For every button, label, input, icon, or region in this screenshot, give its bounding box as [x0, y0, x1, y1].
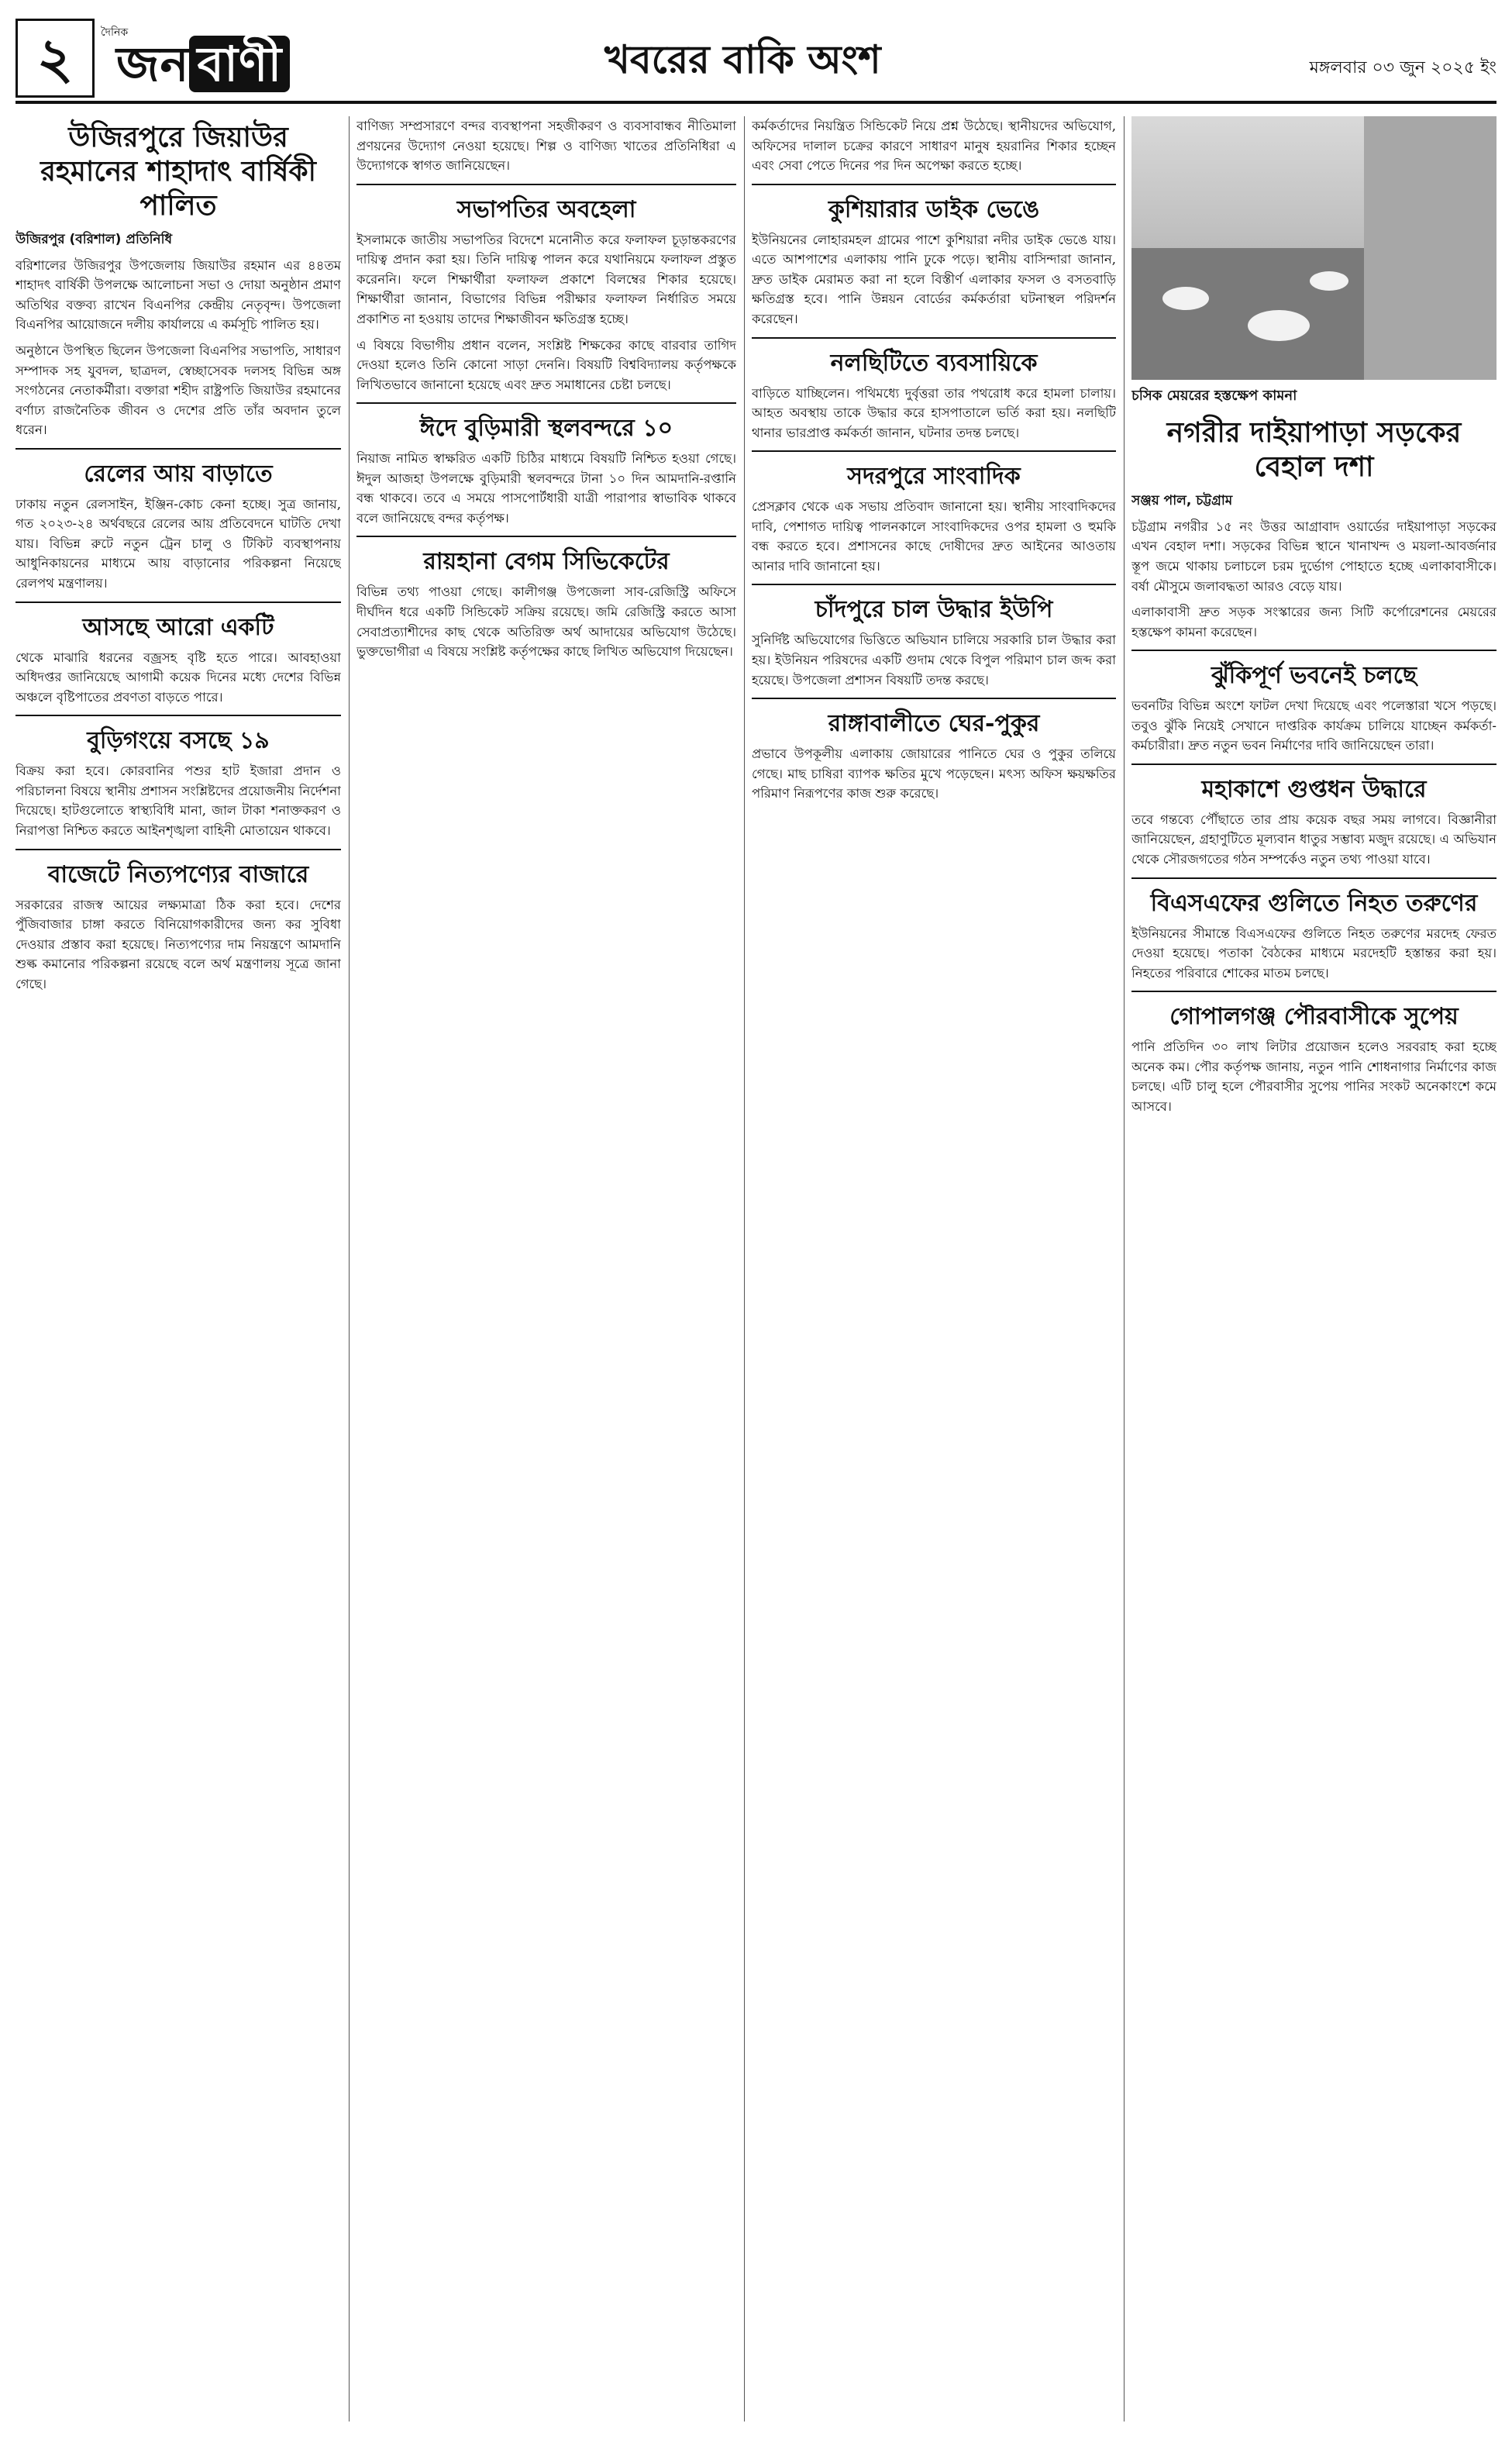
article-paragraph: বরিশালের উজিরপুর উপজেলায় জিয়াউর রহমান এর ৪৪তম শাহাদৎ বার্ষিকী উপলক্ষে আলোচনা সভা ও দোয়া অনুষ্ঠান প্রমাণ অতিথির বক্তব্য রাখেন বিএনপির কেন্দ্রীয় নেতৃবৃন্দ। উপজেলা বিএনপির আয়োজনে দলীয় কার্যালয়ে এ কর্মসূচি পালিত হয়। [15, 257, 341, 333]
article-paragraph: পানি প্রতিদিন ৩০ লাখ লিটার প্রয়োজন হলেও সরবরাহ করা হচ্ছে অনেক কম। পৌর কর্তৃপক্ষ জানায়, নতুন পানি শোধনাগার নির্মাণের কাজ চলছে। এটি চালু হলে পৌরবাসীর সুপেয় পানির সংকট অনেকাংশে কমে আসবে। [1131, 1039, 1497, 1114]
masthead [15, 16, 1497, 104]
section-title: খবরের বাকি অংশ [604, 36, 881, 82]
article-paragraph: ঢাকায় নতুন রেলসাইন, ইঞ্জিন-কোচ কেনা হচ্ছে। সুত্র জানায়, গত ২০২৩-২৪ অর্থবছরে রেলের আয় প্রতিবেদনে ঘাটতি দেখা যায়। বিভিন্ন রুটে নতুন ট্রেন চালু ও টিকিট ব্যবস্থাপনায় আধুনিকায়নের মাধ্যমে আয় বাড়ানোর পরিকল্পনা নিয়েছে রেলপথ মন্ত্রণালয়। [15, 496, 341, 591]
headline-chandpur[interactable]: চাঁদপুরে চাল উদ্ধার ইউপি [815, 596, 1053, 624]
headline-ujirpur[interactable]: উজিরপুরে জিয়াউর রহমানের শাহাদাৎ বার্ষিকী পালিত [40, 121, 316, 222]
divider [1131, 764, 1497, 765]
divider [1131, 877, 1497, 879]
article-paragraph: বিভিন্ন তথ্য পাওয়া গেছে। কালীগঞ্জ উপজেলা সাব-রেজিস্ট্রি অফিসে দীর্ঘদিন ধরে একটি সিন্ডিকেট সক্রিয় রয়েছে। জমি রেজিস্ট্রি করতে আসা সেবাপ্রত্যাশীদের কাছ থেকে অতিরিক্ত অর্থ আদায়ের অভিযোগ উঠেছে। ভুক্তভোগীরা এ বিষয়ে সংশ্লিষ্ট কর্তৃপক্ষের কাছে লিখিত অভিযোগ দিয়েছেন। [356, 584, 736, 660]
photo-wall [1364, 116, 1497, 380]
article-paragraph: কর্মকর্তাদের নিয়ন্ত্রিত সিন্ডিকেট নিয়ে প্রশ্ন উঠেছে। স্থানীয়দের অভিযোগ, অফিসের দালাল চক্রের কারণে সাধারণ মানুষ হয়রানির শিকার হচ্ছেন এবং সেবা পেতে দিনের পর দিন অপেক্ষা করতে হচ্ছে। [752, 119, 1116, 174]
headline-buriganga[interactable]: বুড়িগংয়ে বসছে ১৯ [87, 727, 270, 755]
news-photo-road [1131, 116, 1497, 380]
column-2 [356, 116, 736, 2421]
logo-text [116, 28, 290, 108]
headline-space-treasure[interactable]: মহাকাশে গুপ্তধন উদ্ধারে [1201, 775, 1427, 803]
divider [356, 536, 736, 537]
photo-caption: চসিক মেয়রের হস্তক্ষেপ কামনা [1131, 388, 1297, 404]
article-paragraph: অনুষ্ঠানে উপস্থিত ছিলেন উপজেলা বিএনপির সভাপতি, সাধারণ সম্পাদক সহ যুবদল, ছাত্রদল, স্বেচ্ছাসেবক দলসহ বিভিন্ন অঙ্গ সংগঠনের নেতাকর্মীরা। বক্তারা শহীদ রাষ্ট্রপতি জিয়াউর রহমানের বর্ণাঢ্য রাজনৈতিক জীবন ও দেশের প্রতি তাঁর অবদান তুলে ধরেন। [15, 343, 341, 438]
divider [15, 448, 341, 450]
column-divider [1124, 116, 1125, 2421]
photo-debris [1162, 287, 1209, 310]
headline-nalchity[interactable]: নলছিটিতে ব্যবসায়িকে [830, 349, 1038, 377]
divider [752, 337, 1116, 339]
article-paragraph: বাড়িতে যাচ্ছিলেন। পথিমধ্যে দুর্বৃত্তরা তার পথরোধ করে হামলা চালায়। আহত অবস্থায় তাকে উদ্ধার করে হাসপাতালে ভর্তি করা হয়। নলছিটি থানার ভারপ্রাপ্ত কর্মকর্তা জানান, ঘটনার তদন্ত চলছে। [752, 385, 1116, 440]
article-paragraph: ভবনটির বিভিন্ন অংশে ফাটল দেখা দিয়েছে এবং পলেস্তারা খসে পড়ছে। তবুও ঝুঁকি নিয়েই সেখানে দাপ্তরিক কার্যক্রম চালিয়ে যাচ্ছেন কর্মকর্তা-কর্মচারীরা। দ্রুত নতুন ভবন নির্মাণের দাবি জানিয়েছেন তারা। [1131, 698, 1497, 753]
headline-daiyapara[interactable]: নগরীর দাইয়াপাড়া সড়কের বেহাল দশা [1166, 416, 1462, 483]
headline-rangabali[interactable]: রাঙ্গাবালীতে ঘের-পুকুর [828, 710, 1040, 738]
divider [356, 184, 736, 185]
headline-president-negligence[interactable]: সভাপতির অবহেলা [456, 195, 636, 223]
logo-left: জন [116, 36, 190, 92]
divider [752, 698, 1116, 699]
article-paragraph: নিয়াজ নামিত স্বাক্ষরিত একটি চিঠির মাধ্যমে বিষয়টি নিশ্চিত হওয়া গেছে। ঈদুল আজহা উপলক্ষে বুড়িমারী স্থলবন্দরে টানা ১০ দিন আমদানি-রপ্তানি বন্ধ থাকবে। তবে এ সময়ে পাসপোর্টধারী যাত্রী পারাপার স্বাভাবিক থাকবে বলে জানিয়েছে বন্দর কর্তৃপক্ষ। [356, 451, 736, 526]
article-paragraph: ইউনিয়নের সীমান্তে বিএসএফের গুলিতে নিহত তরুণের মরদেহ ফেরত দেওয়া হয়েছে। পতাকা বৈঠকের মাধ্যমে মরদেহটি হস্তান্তর করা হয়। নিহতের পরিবারে শোকের মাতম চলছে। [1131, 926, 1497, 981]
headline-rail[interactable]: রেলের আয় বাড়াতে [84, 460, 273, 488]
article-paragraph: বিক্রয় করা হবে। কোরবানির পশুর হাট ইজারা প্রদান ও পরিচালনা বিষয়ে স্থানীয় প্রশাসন সংশ্লিষ্টদের প্রয়োজনীয় নির্দেশনা দিয়েছে। হাটগুলোতে স্বাস্থ্যবিধি মানা, জাল টাকা শনাক্তকরণ ও নিরাপত্তা নিশ্চিত করতে আইনশৃঙ্খলা বাহিনী মোতায়েন থাকবে। [15, 764, 341, 838]
divider [15, 849, 341, 850]
headline-risky-building[interactable]: ঝুঁকিপূর্ণ ভবনেই চলছে [1211, 662, 1417, 690]
byline: উজিরপুর (বরিশাল) প্রতিনিধি [15, 231, 172, 247]
article-paragraph: প্রভাবে উপকূলীয় এলাকায় জোয়ারের পানিতে ঘের ও পুকুর তলিয়ে গেছে। মাছ চাষিরা ব্যাপক ক্ষতির মুখে পড়েছেন। মৎস্য অফিস ক্ষয়ক্ষতির পরিমাণ নিরূপণের কাজ শুরু করেছে। [752, 746, 1116, 801]
page-number: ২ [15, 19, 95, 98]
headline-bsf[interactable]: বিএসএফের গুলিতে নিহত তরুণের [1150, 889, 1478, 917]
article-paragraph: সরকারের রাজস্ব আয়ের লক্ষ্যমাত্রা ঠিক করা হবে। দেশের পুঁজিবাজার চাঙ্গা করতে বিনিয়োগকারীদের জন্য কর সুবিধা দেওয়ার প্রস্তাব করা হয়েছে। নিত্যপণ্যের দাম নিয়ন্ত্রণে আমদানি শুল্ক কমানোর পরিকল্পনা রয়েছে বলে অর্থ মন্ত্রণালয় সূত্রে জানা গেছে। [15, 897, 341, 991]
divider [15, 601, 341, 603]
headline-burimari[interactable]: ঈদে বুড়িমারী স্থলবন্দরে ১০ [419, 415, 673, 443]
article-paragraph: এ বিষয়ে বিভাগীয় প্রধান বলেন, সংশ্লিষ্ট শিক্ষকের কাছে বারবার তাগিদ দেওয়া হলেও তিনি কোনো সাড়া দেননি। বিষয়টি বিশ্ববিদ্যালয় কর্তৃপক্ষকে লিখিতভাবে জানানো হয়েছে এবং দ্রুত সমাধানের চেষ্টা চলছে। [356, 337, 736, 392]
headline-sadarpur[interactable]: সদরপুরে সাংবাদিক [847, 463, 1021, 491]
photo-debris [1248, 310, 1310, 341]
headline-weather[interactable]: আসছে আরো একটি [82, 613, 274, 641]
issue-date: মঙ্গলবার ০৩ জুন ২০২৫ ইং [1309, 58, 1497, 78]
newspaper-logo [101, 23, 426, 90]
article-paragraph: ইসলামকে জাতীয় সভাপতির বিদেশে মনোনীত করে ফলাফল চূড়ান্তকরণের দায়িত্ব প্রদান করা হয়। তিনি দায়িত্ব পালন করে যথানিয়মে ফলাফল প্রস্তুত করেননি। ফলে শিক্ষার্থীরা ফলাফল প্রকাশে বিলম্বের শিকার হয়েছে। শিক্ষার্থীরা জানান, বিভাগের বিভিন্ন পরীক্ষার ফলাফল নির্ধারিত সময়ে প্রকাশিত না হওয়ায় তাদের শিক্ষাজীবন ক্ষতিগ্রস্ত হচ্ছে। [356, 232, 736, 326]
headline-gopalganj[interactable]: গোপালগঞ্জ পৌরবাসীকে সুপেয় [1169, 1003, 1459, 1031]
column-divider [349, 116, 350, 2421]
article-paragraph: এলাকাবাসী দ্রুত সড়ক সংস্কারের জন্য সিটি কর্পোরেশনের মেয়রের হস্তক্ষেপ কামনা করেছেন। [1131, 605, 1497, 639]
divider [1131, 650, 1497, 651]
divider [752, 184, 1116, 185]
divider [752, 450, 1116, 452]
byline: সঞ্জয় পাল, চট্টগ্রাম [1131, 492, 1233, 508]
headline-syndicate[interactable]: রায়হানা বেগম সিভিকেটের [423, 548, 670, 576]
headline-budget[interactable]: বাজেটে নিত্যপণ্যের বাজারে [47, 860, 309, 888]
logo-right: বাণী [189, 36, 290, 92]
article-paragraph: প্রেসক্লাব থেকে এক সভায় প্রতিবাদ জানানো হয়। স্থানীয় সাংবাদিকদের দাবি, পেশাগত দায়িত্ব পালনকালে সাংবাদিকদের ওপর হামলা ও হুমকি বন্ধ করতে হবে। প্রশাসনের কাছে দোষীদের দ্রুত আইনের আওতায় আনার দাবি জানানো হয়। [752, 499, 1116, 574]
divider [1131, 991, 1497, 992]
column-1 [15, 116, 341, 2421]
photo-debris [1310, 271, 1348, 291]
article-paragraph: চট্টগ্রাম নগরীর ১৫ নং উত্তর আগ্রাবাদ ওয়ার্ডের দাইয়াপাড়া সড়কের এখন বেহাল দশা। সড়কের বিভিন্ন স্থানে খানাখন্দ ও ময়লা-আবর্জনার স্তূপ জমে থাকায় চলাচলে চরম দুর্ভোগ পোহাতে হচ্ছে এলাকাবাসীকে। বর্ষা মৌসুমে জলাবদ্ধতা আরও বেড়ে যায়। [1131, 519, 1497, 594]
article-paragraph: সুনির্দিষ্ট অভিযোগের ভিত্তিতে অভিযান চালিয়ে সরকারি চাল উদ্ধার করা হয়। ইউনিয়ন পরিষদের একটি গুদাম থেকে বিপুল পরিমাণ চাল জব্দ করা হয়েছে। উপজেলা প্রশাসন বিষয়টি তদন্ত করছে। [752, 633, 1116, 688]
column-4 [1131, 116, 1497, 2421]
headline-kushiyara[interactable]: কুশিয়ারার ডাইক ভেঙে [828, 195, 1040, 223]
divider [752, 584, 1116, 585]
column-divider [744, 116, 745, 2421]
column-3 [752, 116, 1116, 2421]
article-paragraph: ইউনিয়নের লোহারমহল গ্রামের পাশে কুশিয়ারা নদীর ডাইক ভেঙে যায়। এতে আশপাশের এলাকায় পানি ঢুকে পড়ে। স্থানীয় বাসিন্দারা জানান, দ্রুত ডাইক মেরামত করা না হলে বিস্তীর্ণ এলাকার ফসল ও বসতবাড়ি ক্ষতিগ্রস্ত হবে। পানি উন্নয়ন বোর্ডের কর্মকর্তারা ঘটনাস্থল পরিদর্শন করেছেন। [752, 232, 1116, 326]
logo-prefix: দৈনিক [101, 26, 129, 39]
article-paragraph: তবে গন্তব্যে পৌঁছাতে তার প্রায় কয়েক বছর সময় লাগবে। বিজ্ঞানীরা জানিয়েছেন, গ্রহাণুটিতে মূল্যবান ধাতুর সম্ভাব্য মজুদ রয়েছে। এ অভিযান থেকে সৌরজগতের গঠন সম্পর্কেও নতুন তথ্য পাওয়া যাবে। [1131, 812, 1497, 867]
divider [356, 402, 736, 404]
photo-ground [1131, 248, 1372, 380]
article-paragraph: থেকে মাঝারি ধরনের বজ্রসহ বৃষ্টি হতে পারে। আবহাওয়া অধিদপ্তর জানিয়েছে আগামী কয়েক দিনের মধ্যে দেশের বিভিন্ন অঞ্চলে বৃষ্টিপাতের প্রবণতা বাড়তে পারে। [15, 650, 341, 705]
article-paragraph: বাণিজ্য সম্প্রসারণে বন্দর ব্যবস্থাপনা সহজীকরণ ও ব্যবসাবান্ধব নীতিমালা প্রণয়নের উদ্যোগ নেওয়া হয়েছে। শিল্প ও বাণিজ্য খাতের প্রতিনিধিরা এ উদ্যোগকে স্বাগত জানিয়েছেন। [356, 119, 736, 174]
divider [15, 715, 341, 716]
